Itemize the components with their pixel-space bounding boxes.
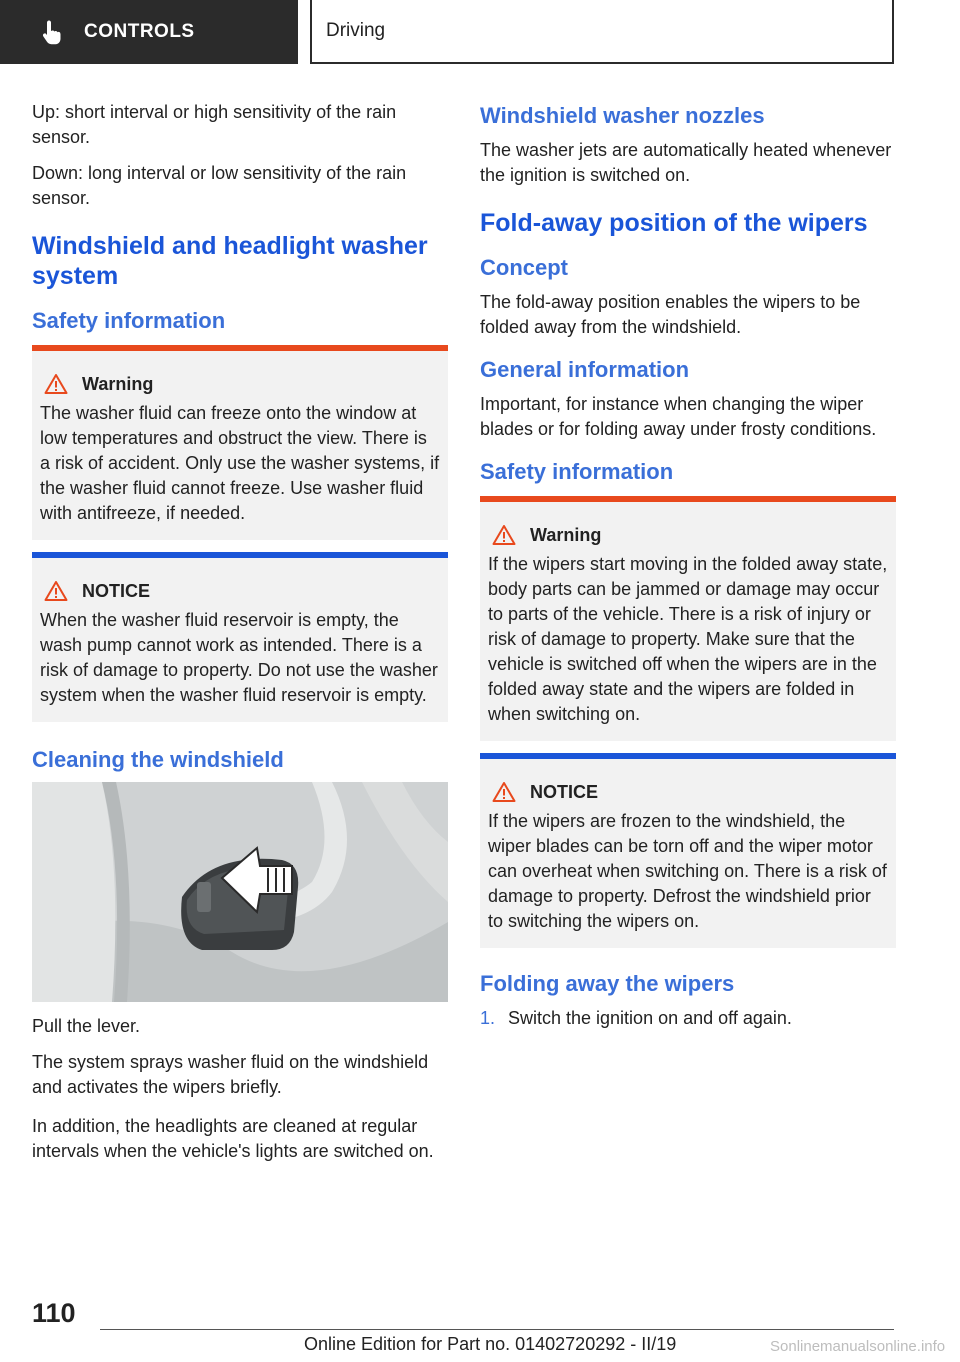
warning-triangle-icon	[44, 373, 68, 395]
warning-box	[32, 345, 448, 540]
step-text: Switch the ignition on and off again.	[508, 1008, 792, 1028]
page-header	[0, 0, 960, 66]
notice-box	[32, 552, 448, 722]
general-information-heading: General information	[480, 357, 690, 382]
warning-title-right: Warning	[488, 524, 888, 546]
cleaning-windshield-heading: Cleaning the windshield	[32, 747, 284, 772]
watermark-text: Sonlinemanualsonline.info	[770, 1338, 946, 1355]
notice-text-right: If the wipers are frozen to the windshield, the wiper blades can be torn off and the wiper motor can overheat when switching on. There is a risk of damage to property. Defrost the windshield prior to switching the wipers on.	[488, 811, 887, 931]
folding-away-heading: Folding away the wipers	[480, 971, 735, 996]
folding-steps-list	[480, 1006, 896, 1031]
notice-box-right	[480, 753, 896, 948]
pull-lever-text: Pull the lever.	[32, 1016, 141, 1036]
page-number: 110	[32, 1298, 76, 1328]
section-label: CONTROLS	[84, 21, 195, 42]
notice-title: NOTICE	[40, 580, 440, 602]
warning-triangle-icon	[492, 524, 516, 546]
notice-text: When the washer fluid reservoir is empty, the wash pump cannot work as intended. There is a risk of damage to property. Do not use the washer system when the washer fluid reservoir is empty.	[40, 610, 438, 705]
washer-nozzles-heading: Windshield washer nozzles	[480, 103, 765, 128]
warning-title: Warning	[40, 373, 440, 395]
concept-heading: Concept	[480, 255, 568, 280]
notice-triangle-icon	[44, 580, 68, 602]
rain-sensor-down-text: Down: long interval or low sensitivity of the rain sensor.	[32, 163, 407, 208]
notice-title-right: NOTICE	[488, 781, 888, 803]
rain-sensor-up-text: Up: short interval or high sensitivity of the rain sensor.	[32, 102, 397, 147]
step-number: 1.	[480, 1008, 496, 1028]
section-tab[interactable]	[0, 0, 298, 64]
page-footer	[0, 1292, 960, 1362]
sprays-washer-text: The system sprays washer fluid on the windshield and activates the wipers briefly.	[32, 1052, 429, 1097]
foldaway-heading: Fold-away position of the wipers	[480, 209, 868, 237]
chapter-label: Driving	[326, 20, 386, 41]
warning-box-right	[480, 496, 896, 741]
footer-divider	[100, 1329, 894, 1330]
headlights-cleaned-text: In addition, the headlights are cleaned at regular intervals when the vehicle's lights are switched on.	[32, 1116, 434, 1161]
warning-text-right: If the wipers start moving in the folded away state, body parts can be jammed or damage may occur to parts of the vehicle. There is a risk of injury or risk of damage to property. Make sure that the vehicle is switched off when the wipers are in the folded away state and the wipers are folded in when switching on.	[488, 554, 888, 724]
notice-triangle-icon	[492, 781, 516, 803]
chapter-tab[interactable]	[310, 0, 894, 64]
general-information-text: Important, for instance when changing the wiper blades or for folding away under frosty conditions.	[480, 394, 877, 439]
concept-text: The fold-away position enables the wipers to be folded away from the windshield.	[480, 292, 861, 337]
left-column	[32, 100, 448, 1175]
warning-text: The washer fluid can freeze onto the window at low temperatures and obstruct the view. There is a risk of accident. Only use the washer systems, if the washer fluid cannot freeze. Use washer fluid with antifreeze, if needed.	[40, 403, 440, 523]
washer-nozzles-text: The washer jets are automatically heated whenever the ignition is switched on.	[480, 140, 892, 185]
safety-information-heading-right: Safety information	[480, 459, 674, 484]
safety-information-heading: Safety information	[32, 308, 226, 333]
wiper-lever-illustration	[32, 782, 448, 1002]
washer-system-heading: Windshield and headlight washer system	[32, 232, 428, 290]
pointing-hand-icon	[40, 19, 64, 45]
right-column	[480, 102, 896, 1031]
edition-text: Online Edition for Part no. 01402720292 - II/19	[304, 1334, 677, 1354]
list-item	[480, 1006, 896, 1031]
